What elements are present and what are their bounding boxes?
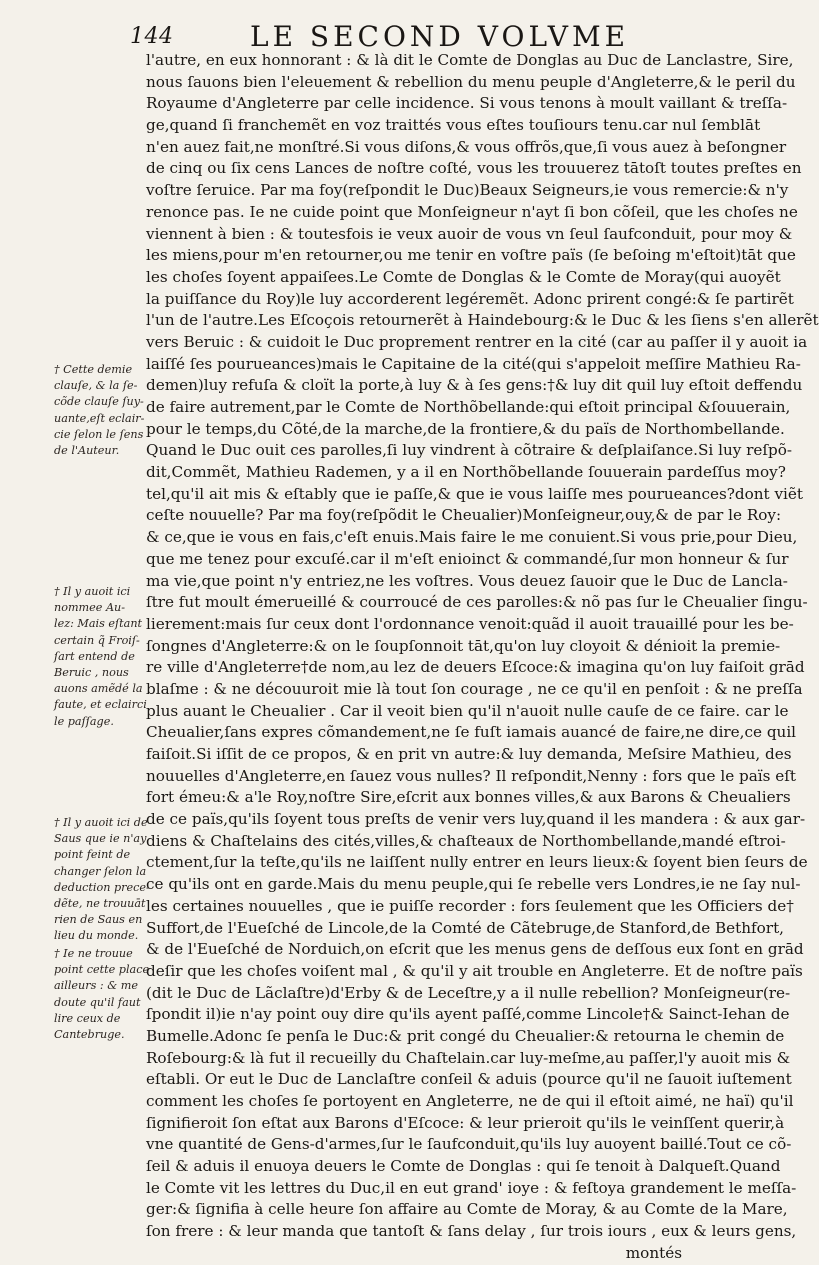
margin-note-line: point feint de	[54, 848, 131, 862]
text-line: ceſte nouuelle? Par ma foy(reſpõdit le Cheualier)Monſeigneur,ouy,& de par le Roy:	[146, 506, 782, 525]
text-line: deſir que les choſes voiſent mal , & qu'il y ait trouble en Angleterre. Et de noſtre païs	[146, 961, 803, 980]
text-line: laiſſé ſes pourueances)mais le Capitaine de la cité(qui s'appeloit meſſire Mathieu Ra-	[146, 354, 801, 373]
text-line: l'un de l'autre.Les Eſcoçois retournerẽt à Haindebourg:& le Duc & les ſiens s'en allerẽt	[146, 311, 819, 330]
margin-note-line: nommee Au-	[54, 601, 126, 615]
text-line: ſeil & aduis il enuoya deuers le Comte de Donglas : qui ſe tenoit à Dalqueſt.Quand	[146, 1157, 781, 1176]
margin-note-line: † Ie ne trouue	[54, 947, 133, 960]
margin-note-line: doute qu'il faut	[54, 995, 141, 1009]
margin-note-line: changer ſelon la	[54, 864, 147, 878]
text-line: diens & Chaſtelains des cités,villes,& chaſteaux de Northombellande,mandé eſtroi-	[146, 831, 786, 850]
text-line: nouuelles d'Angleterre,en ſauez vous nulles? Il reſpondit,Nenny : fors que le païs eſt	[146, 766, 796, 785]
margin-note-line: deduction prece-	[54, 880, 150, 894]
text-line: les miens,pour m'en retourner,ou me tenir en voſtre païs (ſe beſoing m'eſtoit)tāt que	[146, 246, 796, 265]
margin-note-line: auons amẽdé la	[54, 682, 143, 696]
text-line: fort émeu:& a'le Roy,noſtre Sire,eſcrit aux bonnes villes,& aux Barons & Cheualiers	[146, 788, 791, 807]
text-line: l'autre, en eux honnorant : & là dit le Comte de Donglas au Duc de Lanclastre, Sire,	[146, 51, 794, 69]
margin-note-line: † Cette demie	[54, 363, 133, 376]
margin-note-1	[54, 362, 145, 459]
body-text	[146, 50, 819, 1265]
text-line: (dit le Duc de Lãclaſtre)d'Erby & de Leceſtre,y a il nulle rebellion? Monſeigneur(re-	[146, 983, 791, 1002]
text-line: ger:& ſignifia à celle heure ſon affaire au Comte de Moray, & au Comte de la Mare,	[146, 1200, 788, 1219]
text-line: ſon frere : & leur manda que tantoſt & ſans delay , ſur trois iours , eux & leurs gens,	[146, 1222, 797, 1241]
text-line: faiſoit.Si iſſit de ce propos, & en prit vn autre:& luy demanda, Meſsire Mathieu, des	[146, 745, 792, 763]
margin-note-line: † Il y auoit ici	[54, 585, 131, 598]
margin-note-line: uante,eſt eclair-	[54, 411, 145, 425]
margin-note-line: clauſe, & la ſe-	[54, 379, 138, 393]
text-line: ce qu'ils ont en garde.Mais du menu peuple,qui ſe rebelle vers Londres,ie ne ſay nul-	[146, 875, 801, 894]
margin-note-line: faute, et eclairci	[54, 698, 147, 712]
text-line: re ville d'Angleterre†de nom,au lez de deuers Eſcoce:& imagina qu'on luy faiſoit grād	[146, 658, 805, 677]
text-line: pour le temps,du Cõté,de la marche,de la frontiere,& du païs de Northombellande.	[146, 419, 785, 438]
text-line: demen)luy refuſa & cloït la porte,à luy & à ſes gens:†& luy dit quil luy eſtoit deffendu	[146, 376, 803, 395]
text-line: lierement:mais ſur ceux dont l'ordonnance venoit:quãd il auoit trauaillé pour les be-	[146, 614, 794, 633]
margin-note-line: dẽte, ne trouuāt	[54, 896, 146, 910]
text-line: ma vie,que point n'y entriez,ne les voſtres. Vous deuez ſauoir que le Duc de Lancla-	[146, 571, 788, 590]
margin-note-line: cõde clauſe ſuy-	[54, 395, 144, 409]
page-header	[130, 18, 630, 53]
margin-note-line: cie ſelon le ſens	[54, 427, 144, 441]
margin-note-line: point cette place	[54, 963, 150, 977]
running-title: LE SECOND VOLVME	[250, 20, 630, 53]
text-line: que me tenez pour excuſé.car il m'eſt enioinct & commandé,ſur mon honneur & ſur	[146, 549, 789, 568]
text-line: eſtabli. Or eut le Duc de Lanclaſtre conſeil & aduis (pource qu'il ne ſauoit iuſtement	[146, 1070, 792, 1089]
text-line: Cheualier,ſans expres cõmandement,ne ſe fuſt iamais auancé de faire,ne dire,ce quil	[146, 723, 797, 742]
text-line: & de l'Eueſché de Norduich,on eſcrit que les menus gens de deſſous eux ſont en grād	[146, 940, 804, 959]
margin-note-line: † Il y auoit ici de	[54, 816, 148, 829]
text-line: n'en auez fait,ne monſtré.Si vous diſons,& vous offrõs,que,ſi vous auez à beſongner	[146, 137, 787, 156]
margin-note-3	[54, 815, 150, 945]
text-line: nous ſauons bien l'eleuement & rebellion du menu peuple d'Angleterre,& le peril du	[146, 72, 796, 91]
text-line: ſignifieroit ſon eſtat aux Barons d'Eſcoce: & leur prieroit qu'ils le veinſſent querir,à	[146, 1113, 785, 1132]
margin-note-line: Beruic , nous	[54, 665, 129, 679]
text-line: la puiſſance du Roy)le luy accorderent legéremẽt. Adonc prirent congé:& ſe partirẽt	[146, 289, 794, 308]
margin-note-2	[54, 584, 147, 730]
text-line: Bumelle.Adonc ſe penſa le Duc:& prit congé du Cheualier:& retourna le chemin de	[146, 1026, 785, 1045]
text-line: viennent à bien : & toutesfois ie veux auoir de vous vn ſeul ſaufconduit, pour moy &	[146, 224, 793, 243]
text-line: blaſme : & ne découuroit mie là tout ſon courage , ne ce qu'il en penſoit : & ne preſſa	[146, 679, 803, 698]
text-line: renonce pas. Ie ne cuide point que Monſeigneur n'ayt ſi bon cõſeil, que les choſes ne	[146, 202, 798, 221]
text-line: ſtre fut moult émerueillé & courroucé de ces parolles:& nõ pas ſur le Cheualier ſingu-	[146, 593, 808, 612]
text-line: ge,quand ſi franchemẽt en voz traittés vous eſtes touſiours tenu.car nul ſemblāt	[146, 116, 761, 135]
margin-note-line: ailleurs : & me	[54, 979, 138, 993]
page-number: 144	[130, 24, 174, 49]
catchword: montés	[625, 1243, 682, 1262]
margin-note-line: de l'Auteur.	[54, 443, 120, 457]
margin-note-line: le paſſage.	[54, 714, 114, 728]
text-line: ſongnes d'Angleterre:& on le ſoupſonnoit tāt,qu'on luy cloyoit & dénioit la premie-	[146, 636, 781, 655]
text-line: ctement,ſur la teſte,qu'ils ne laiſſent nully entrer en leurs lieux:& ſoyent bien ſeurs de	[146, 853, 808, 872]
text-line: Roſebourg:& là fut il recueilly du Chaſtelain.car luy-meſme,au paſſer,l'y auoit mis &	[146, 1048, 791, 1067]
margin-note-line: lire ceux de	[54, 1011, 121, 1025]
text-line: comment les choſes ſe portoyent en Angleterre, ne de qui il eſtoit aimé, ne haï) qu'il	[146, 1092, 794, 1110]
text-line: tel,qu'il ait mis & eſtably que ie paſſe,& que ie vous laiſſe mes pourueances?dont viẽt	[146, 484, 804, 503]
text-line: dit,Commẽt, Mathieu Rademen, y a il en Northõbellande ſouuerain pardeſſus moy?	[146, 463, 786, 482]
text-line: le Comte vit les lettres du Duc,il en eut grand' ioye : & feſtoya grandement le meſſa-	[146, 1178, 797, 1197]
text-line: ſpondit il)ie n'ay point ouy dire qu'ils ayent paſſé,comme Lincole†& Sainct-Iehan de	[146, 1005, 790, 1024]
margin-note-line: certain q̃ Froiſ-	[54, 633, 140, 647]
margin-note-line: lez: Mais eſtant	[54, 617, 143, 631]
text-line: voſtre ſeruice. Par ma foy(reſpondit le Duc)Beaux Seigneurs,ie vous remercie:& n'y	[146, 181, 789, 200]
text-line: de faire autrement,par le Comte de Northõbellande:qui eſtoit principal &ſouuerain,	[146, 398, 791, 416]
text-line: vne quantité de Gens-d'armes,ſur le ſaufconduit,qu'ils luy auoyent baillé.Tout ce cõ-	[146, 1135, 792, 1154]
text-line: de ce païs,qu'ils ſoyent tous preſts de venir vers luy,quand il les mandera : & aux gar-	[146, 810, 806, 829]
text-line: vers Beruic : & cuidoit le Duc proprement rentrer en la cité (car au paſſer il y auoit ia	[146, 332, 808, 351]
text-line: de cinq ou ſix cens Lances de noſtre coſté, vous les trouuerez tātoſt toutes preſtes en	[146, 159, 802, 178]
text-line: les certaines nouuelles , que ie puiſſe recorder : fors ſeulement que les Officiers de†	[146, 896, 794, 915]
text-line: & ce,que ie vous en fais,c'eſt enuis.Mais faire le me conuient.Si vous prie,pour Dieu,	[146, 528, 798, 547]
margin-note-4	[54, 946, 150, 1043]
margin-note-line: ſart entend de	[54, 649, 135, 663]
margin-note-line: lieu du monde.	[54, 929, 139, 943]
margin-note-line: rien de Saus en	[54, 913, 143, 927]
text-line: Suffort,de l'Eueſché de Lincole,de la Comté de Cãtebruge,de Stanford,de Bethfort,	[146, 918, 784, 937]
text-line: Royaume d'Angleterre par celle incidence. Si vous tenons à moult vaillant & treſſa-	[146, 94, 788, 113]
margin-note-line: Cantebruge.	[54, 1027, 125, 1041]
text-line: Quand le Duc ouit ces parolles,ſi luy vindrent à cõtraire & deſplaiſance.Si luy reſpõ-	[146, 441, 793, 460]
margin-note-line: Saus que ie n'ay	[54, 832, 147, 846]
text-line: plus auant le Cheualier . Car il veoit bien qu'il n'auoit nulle cauſe de ce faire. car le	[146, 701, 789, 720]
text-line: les choſes ſoyent appaiſees.Le Comte de Donglas & le Comte de Moray(qui auoyẽt	[146, 267, 781, 286]
